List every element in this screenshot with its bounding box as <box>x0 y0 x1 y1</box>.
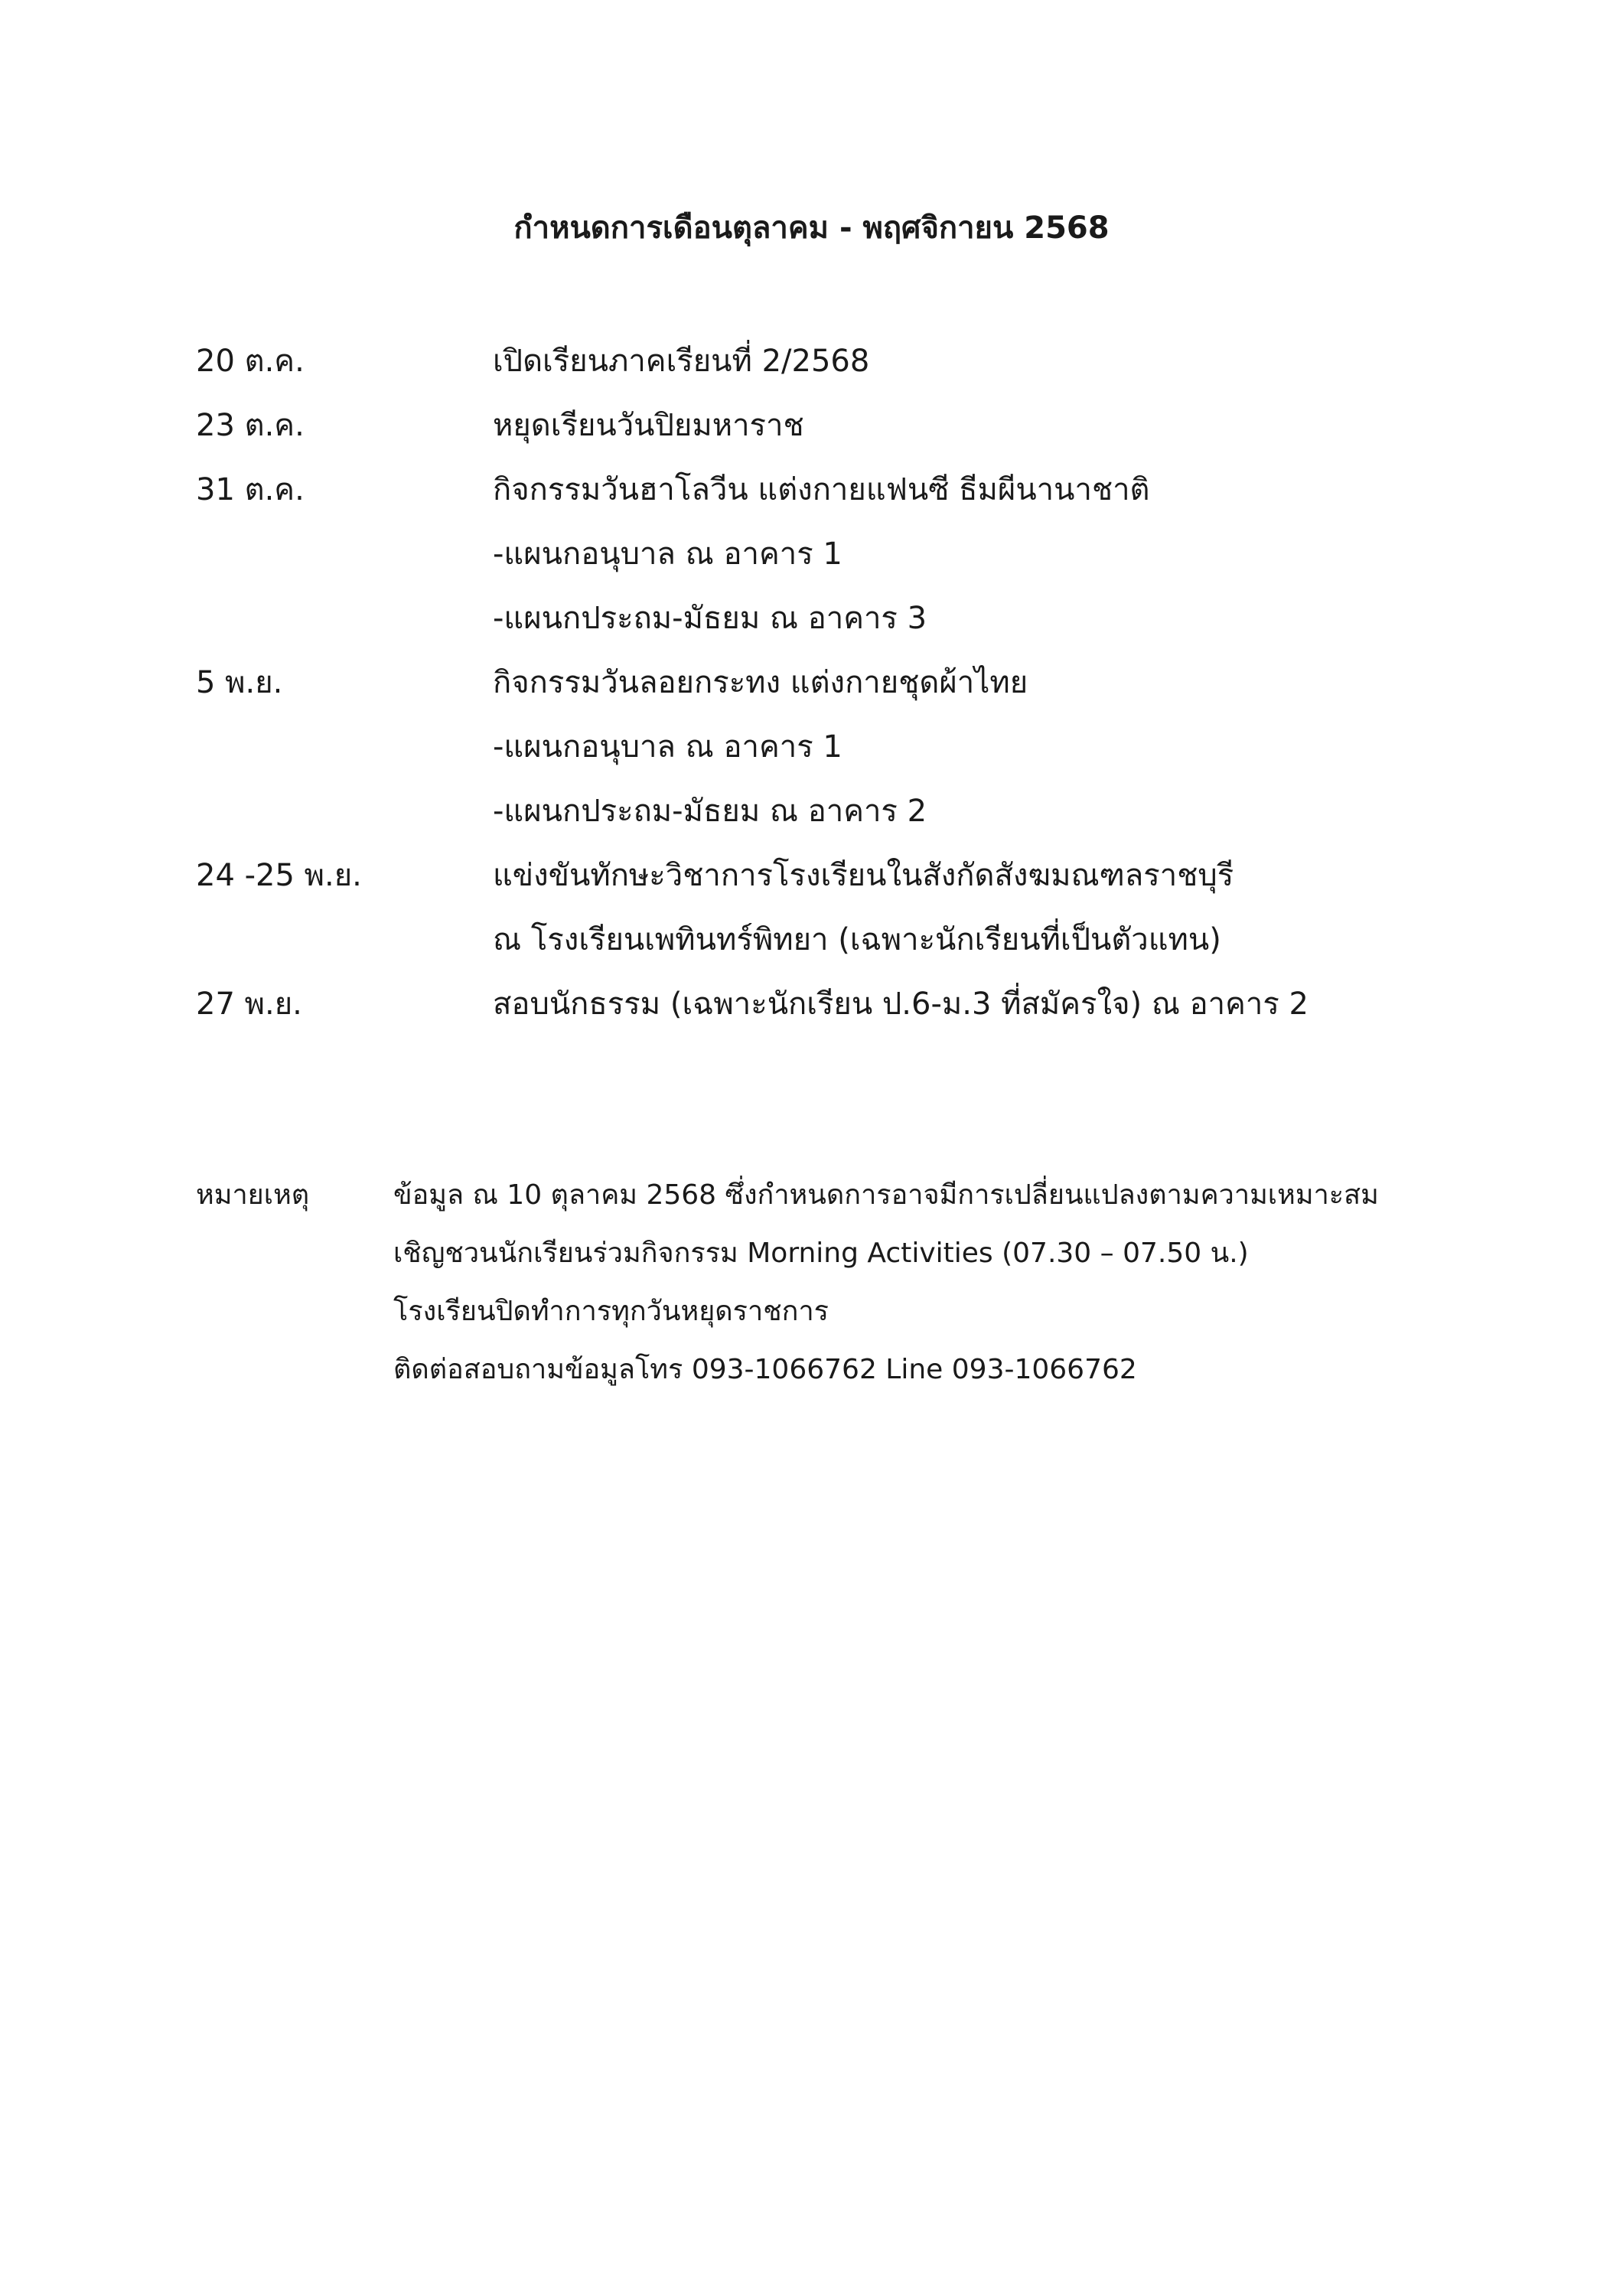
schedule-text: กิจกรรมวันฮาโลวีน แต่งกายแฟนซี ธีมผีนานาชาติ <box>493 472 1150 507</box>
schedule-list <box>196 329 1497 1036</box>
note-row <box>196 1225 1535 1283</box>
schedule-date: 27 พ.ย. <box>196 987 302 1022</box>
schedule-text: กิจกรรมวันลอยกระทง แต่งกายชุดผ้าไทย <box>493 665 1028 700</box>
schedule-row <box>196 458 1497 522</box>
note-line: เชิญชวนนักเรียนร่วมกิจกรรม Morning Activities (07.30 – 07.50 น.) <box>393 1238 1249 1269</box>
schedule-text: แข่งขันทักษะวิชาการโรงเรียนในสังกัดสังฆมณฑลราชบุรี <box>493 858 1234 893</box>
schedule-row <box>196 586 1497 651</box>
schedule-text: -แผนกประถม-มัธยม ณ อาคาร 2 <box>493 794 927 829</box>
schedule-text: -แผนกประถม-มัธยม ณ อาคาร 3 <box>493 601 927 636</box>
schedule-text: ณ โรงเรียนเพทินทร์พิทยา (เฉพาะนักเรียนที่เป็นตัวแทน) <box>493 922 1221 957</box>
schedule-row <box>196 651 1497 715</box>
note-row <box>196 1283 1535 1341</box>
schedule-date: 24 -25 พ.ย. <box>196 858 362 893</box>
note-line: ข้อมูล ณ 10 ตุลาคม 2568 ซึ่งกำหนดการอาจมีการเปลี่ยนแปลงตามความเหมาะสม <box>393 1179 1379 1211</box>
schedule-row <box>196 843 1497 908</box>
notes-section <box>196 1166 1535 1399</box>
note-line: ติดต่อสอบถามข้อมูลโทร 093-1066762 Line 093-1066762 <box>393 1354 1137 1385</box>
schedule-row <box>196 779 1497 843</box>
schedule-text: หยุดเรียนวันปิยมหาราช <box>493 408 804 443</box>
schedule-text: -แผนกอนุบาล ณ อาคาร 1 <box>493 536 842 572</box>
schedule-date: 20 ต.ค. <box>196 344 305 379</box>
schedule-date: 23 ต.ค. <box>196 408 305 443</box>
note-row <box>196 1341 1535 1399</box>
notes-label: หมายเหตุ <box>196 1179 310 1211</box>
schedule-date: 5 พ.ย. <box>196 665 283 700</box>
schedule-text: -แผนกอนุบาล ณ อาคาร 1 <box>493 729 842 765</box>
schedule-text: สอบนักธรรม (เฉพาะนักเรียน ป.6-ม.3 ที่สมัครใจ) ณ อาคาร 2 <box>493 987 1309 1022</box>
note-line: โรงเรียนปิดทำการทุกวันหยุดราชการ <box>393 1296 829 1327</box>
schedule-row <box>196 393 1497 458</box>
page-title: กำหนดการเดือนตุลาคม - พฤศจิกายน 2568 <box>513 210 1110 246</box>
schedule-row <box>196 908 1497 972</box>
schedule-date: 31 ต.ค. <box>196 472 305 507</box>
schedule-row <box>196 522 1497 586</box>
schedule-row <box>196 972 1497 1036</box>
schedule-row <box>196 715 1497 779</box>
schedule-text: เปิดเรียนภาคเรียนที่ 2/2568 <box>493 344 870 379</box>
schedule-row <box>196 329 1497 393</box>
note-row <box>196 1166 1535 1225</box>
